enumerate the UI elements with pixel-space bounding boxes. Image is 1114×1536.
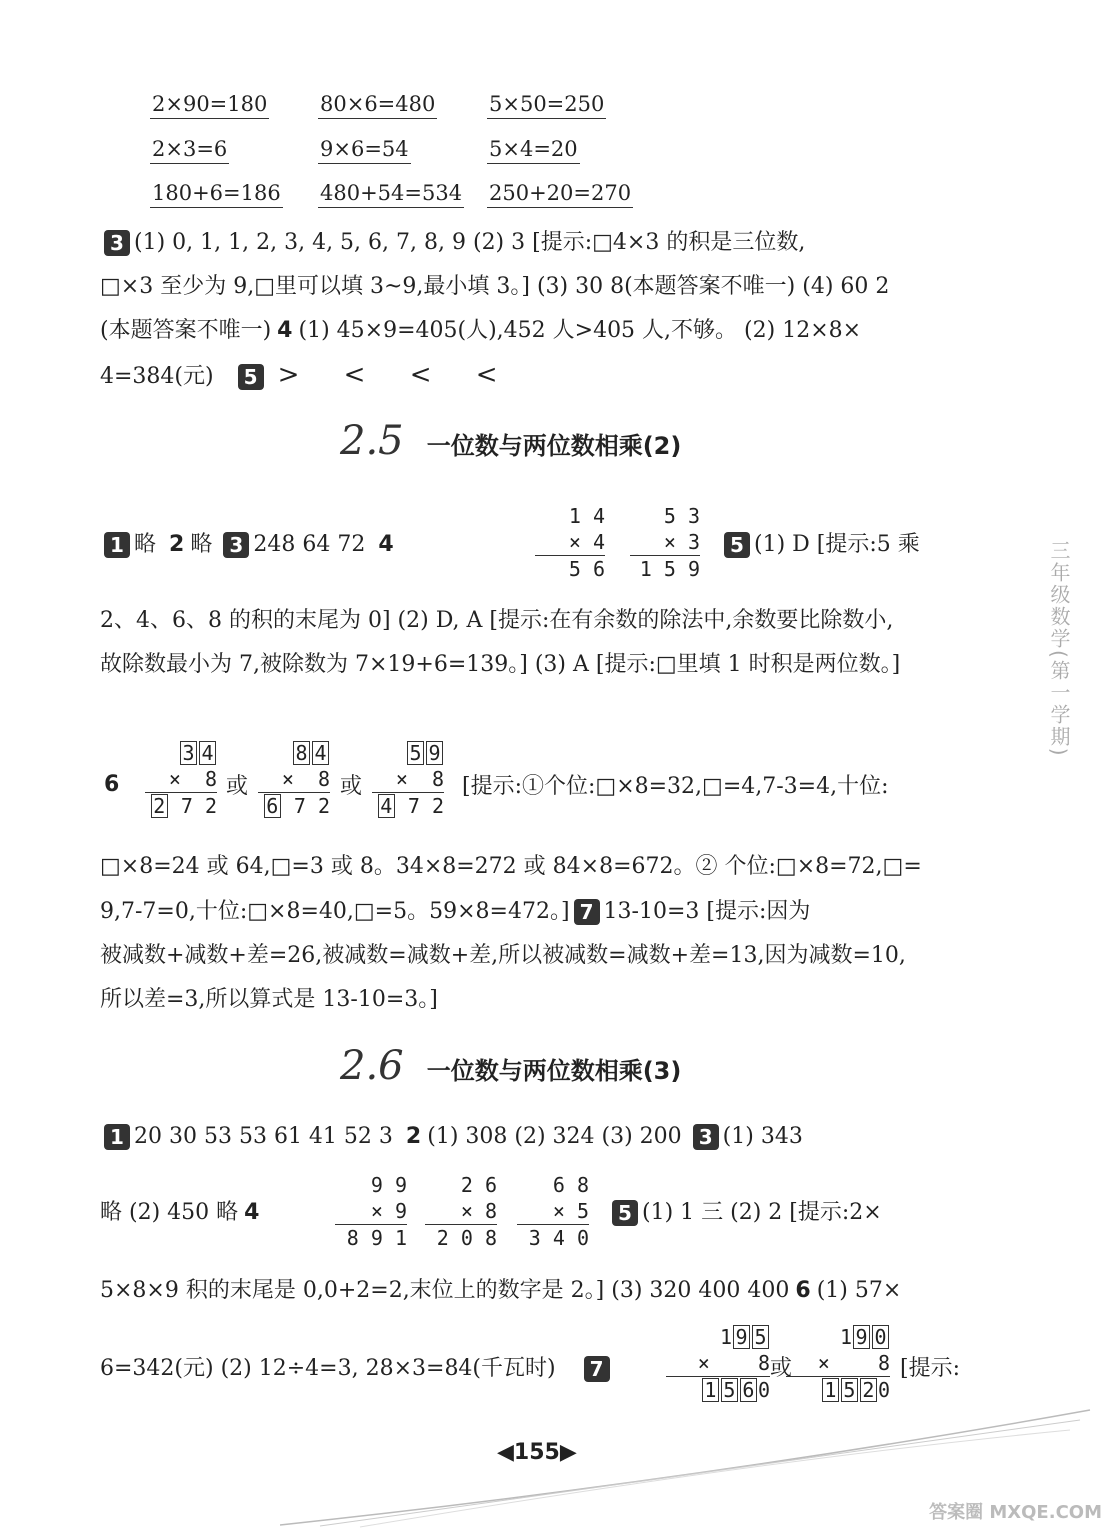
vm-mid: × 9 xyxy=(370,1199,407,1223)
s25-line-10: 所以差=3,所以算式是 13-10=3。] xyxy=(100,987,438,1012)
badge-2: 2 xyxy=(405,1124,422,1149)
vertical-mult-3 xyxy=(335,1172,407,1251)
vm-top: 2 6 xyxy=(460,1173,497,1197)
s25-line-2: 2、4、6、8 的积的末尾为 0] (2) D, A [提示:在有余数的除法中,余数要比除数小, xyxy=(100,608,894,633)
or-text: 或 xyxy=(770,1356,793,1381)
vm-top: 1 4 xyxy=(568,504,605,528)
section-number: 2.6 xyxy=(340,1043,404,1089)
vm-top: 9 9 xyxy=(370,1173,407,1197)
vm-bot: 8 9 1 xyxy=(335,1224,407,1251)
badge-3: 3 xyxy=(223,532,249,558)
badge-7: 7 xyxy=(574,899,600,925)
badge-7: 7 xyxy=(584,1356,610,1382)
p1-text: (1) 45×9=405(人),452 人>405 人,不够。 (2) 12×8× xyxy=(298,318,862,343)
s26-text: (1) 343 xyxy=(722,1124,803,1149)
badge-1: 1 xyxy=(104,532,130,558)
p1-text: 4=384(元) xyxy=(100,364,214,389)
s25-line-1 xyxy=(100,530,400,560)
calc-2-3: 5×4=20 xyxy=(487,137,580,164)
s25-text: 略 xyxy=(134,532,157,557)
boxed-mult-2: 8 4 × 8 6 7 2 xyxy=(258,740,330,819)
badge-5: 5 xyxy=(724,532,750,558)
s25-line-7: □×8=24 或 64,□=3 或 8。34×8=272 或 84×8=672。② 个位:□×8=72,□= xyxy=(100,854,922,879)
vm-mid: × 3 xyxy=(663,530,700,554)
s26-line-4 xyxy=(100,1354,614,1384)
s26-text: (1) 1 三 (2) 2 [提示:2× xyxy=(642,1200,882,1225)
s26-line-3 xyxy=(100,1276,901,1306)
side-book-title: 三年级数学(第一学期) xyxy=(1047,540,1071,758)
badge-4: 4 xyxy=(378,532,394,557)
vm-mid: × 8 xyxy=(460,1199,497,1223)
boxed-mult-5: 1 9 0 × 8 1 5 2 0 xyxy=(786,1324,890,1403)
calc-1-3: 5×50=250 xyxy=(487,92,606,119)
vertical-mult-1 xyxy=(535,503,605,582)
s26-text: 略 (2) 450 略 xyxy=(100,1200,239,1225)
or-text: 或 xyxy=(226,774,249,799)
vm-bot: 3 4 0 xyxy=(517,1224,589,1251)
badge-3: 3 xyxy=(104,230,130,256)
badge-5: 5 xyxy=(238,364,264,390)
calc-3-3: 250+20=270 xyxy=(487,181,633,208)
vertical-mult-2 xyxy=(630,503,700,582)
calc-1-2: 80×6=480 xyxy=(318,92,437,119)
calc-2-1: 2×3=6 xyxy=(150,137,229,164)
vm-bot: 1 5 9 xyxy=(630,555,700,582)
p1-line-2: □×3 至少为 9,□里可以填 3~9,最小填 3。] (3) 30 8(本题答案不唯一) (4) 60 2 xyxy=(100,274,890,299)
vertical-mult-5 xyxy=(517,1172,589,1251)
s26-line-2 xyxy=(100,1198,265,1228)
vm-mid: × 4 xyxy=(568,530,605,554)
badge-6: 6 xyxy=(795,1278,811,1303)
badge-4: 4 xyxy=(277,318,293,343)
badge-6: 6 xyxy=(104,772,120,797)
boxed-mult-1: 3 4 × 8 2 7 2 xyxy=(145,740,217,819)
comparison-signs: > < < < xyxy=(277,360,516,390)
section-title: 一位数与两位数相乘(2) xyxy=(426,432,682,460)
calc-3-2: 480+54=534 xyxy=(318,181,464,208)
boxed-mult-4: 1 9 5 × 8 1 5 6 0 xyxy=(666,1324,770,1403)
p1-line-4 xyxy=(100,360,516,392)
s26-text: (1) 308 (2) 324 (3) 200 xyxy=(427,1124,682,1149)
or-text: 或 xyxy=(340,774,363,799)
vm-top: 5 3 xyxy=(663,504,700,528)
s25-line-8 xyxy=(100,897,810,927)
s25-text: (1) D [提示:5 乘 xyxy=(754,532,920,557)
badge-4: 4 xyxy=(244,1200,260,1225)
s25-line-6-tip: [提示:①个位:□×8=32,□=4,7-3=4,十位: xyxy=(462,774,889,799)
s26-text: 5×8×9 积的末尾是 0,0+2=2,末位上的数字是 2。] (3) 320 400 400 xyxy=(100,1278,790,1303)
section-number: 2.5 xyxy=(340,418,404,464)
badge-2: 2 xyxy=(169,532,185,557)
calc-3-1: 180+6=186 xyxy=(150,181,283,208)
p1-text: (本题答案不唯一) xyxy=(100,318,272,343)
section-title: 一位数与两位数相乘(3) xyxy=(426,1057,682,1085)
s25-line-9: 被减数+减数+差=26,被减数=减数+差,所以被减数=减数+差=13,因为减数=10, xyxy=(100,943,906,968)
s25-text: 248 64 72 xyxy=(253,532,366,557)
p1-text: (1) 0, 1, 1, 2, 3, 4, 5, 6, 7, 8, 9 (2) 3 [提示:□4×3 的积是三位数, xyxy=(134,230,806,255)
s26-line-2-end xyxy=(608,1198,882,1228)
s25-text: 13-10=3 [提示:因为 xyxy=(603,899,811,924)
badge-3: 3 xyxy=(693,1124,719,1150)
s26-text: 6=342(元) (2) 12÷4=3, 28×3=84(千瓦时) xyxy=(100,1356,556,1381)
badge-1: 1 xyxy=(104,1124,130,1150)
watermark: 答案圈 MXQE.COM xyxy=(929,1502,1102,1523)
s26-line-1 xyxy=(100,1122,803,1152)
badge-5: 5 xyxy=(612,1200,638,1226)
section-heading-2-5 xyxy=(340,418,681,464)
p1-line-1 xyxy=(100,228,805,258)
s26-text: (1) 57× xyxy=(816,1278,902,1303)
vertical-mult-4 xyxy=(425,1172,497,1251)
s25-text: 9,7-7=0,十位:□×8=40,□=5。59×8=472。] xyxy=(100,899,570,924)
s25-text: 略 xyxy=(190,532,213,557)
calc-1-1: 2×90=180 xyxy=(150,92,269,119)
vm-mid: × 5 xyxy=(552,1199,589,1223)
s26-line-4-tip: [提示: xyxy=(900,1356,960,1381)
s26-text: 20 30 53 53 61 41 52 3 xyxy=(134,1124,393,1149)
vm-bot: 5 6 xyxy=(535,555,605,582)
page-number: ◀155▶ xyxy=(497,1440,577,1465)
section-heading-2-6 xyxy=(340,1043,681,1089)
calc-2-2: 9×6=54 xyxy=(318,137,411,164)
vm-bot: 2 0 8 xyxy=(425,1224,497,1251)
s25-line-1-end xyxy=(720,530,920,560)
vm-top: 6 8 xyxy=(552,1173,589,1197)
boxed-mult-3: 5 9 × 8 4 7 2 xyxy=(372,740,444,819)
s25-line-3: 故除数最小为 7,被除数为 7×19+6=139。] (3) A [提示:□里填 1 时积是两位数。] xyxy=(100,652,901,677)
p1-line-3 xyxy=(100,316,861,346)
